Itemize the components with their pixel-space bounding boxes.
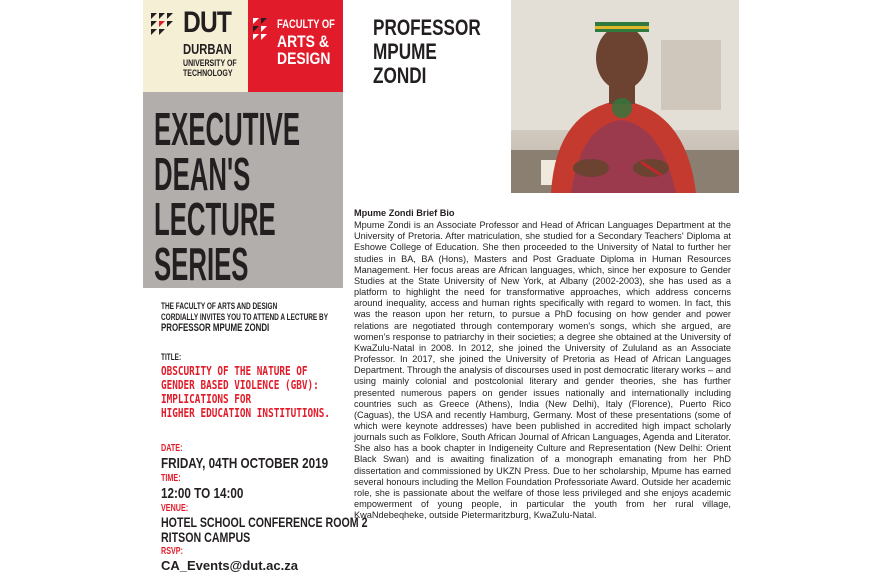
lecture-title-line: HIGHER EDUCATION INSTITUTIONS.	[161, 406, 331, 420]
venue-line: RITSON CAMPUS	[161, 529, 251, 545]
title-label: TITLE:	[161, 352, 182, 362]
series-title-line: SERIES	[154, 238, 249, 290]
dut-triangle-mark-icon	[151, 13, 179, 39]
rsvp-label: RSVP:	[161, 546, 184, 557]
series-title-block	[143, 92, 343, 288]
speaker-name-line: PROFESSOR	[373, 15, 481, 40]
rsvp-email-link[interactable]: CA_Events@dut.ac.za	[161, 558, 298, 573]
speaker-portrait	[511, 0, 739, 193]
time-value: 12:00 TO 14:00	[161, 485, 244, 502]
venue-line: HOTEL SCHOOL CONFERENCE ROOM 2	[161, 514, 368, 530]
lecture-title-line: GENDER BASED VIOLENCE (GBV):	[161, 378, 319, 392]
date-value: FRIDAY, 04TH OCTOBER 2019	[161, 455, 329, 472]
speaker-name-line: ZONDI	[373, 63, 427, 88]
dut-university-of-technology: UNIVERSITY OF TECHNOLOGY	[183, 58, 237, 78]
invitation-line: THE FACULTY OF ARTS AND DESIGN	[161, 301, 278, 311]
design-label: DESIGN	[277, 49, 331, 68]
dut-durban: DURBAN	[183, 41, 232, 58]
speaker-name-line: MPUME	[373, 39, 437, 64]
dut-logo	[143, 0, 248, 92]
speaker-bio	[354, 208, 731, 521]
series-title-line: LECTURE	[154, 193, 276, 245]
bio-heading: Mpume Zondi Brief Bio	[354, 208, 455, 218]
dut-wordmark: DUT	[183, 6, 232, 39]
lecture-title-line: IMPLICATIONS FOR	[161, 392, 252, 406]
series-title-line: EXECUTIVE	[154, 103, 301, 155]
arts-label: ARTS &	[277, 32, 329, 51]
speaker-name	[373, 16, 529, 88]
venue-label: VENUE:	[161, 503, 189, 514]
date-label: DATE:	[161, 443, 183, 454]
portrait-illustration	[511, 0, 739, 193]
time-label: TIME:	[161, 473, 181, 484]
lecture-title-line: OBSCURITY OF THE NATURE OF	[161, 364, 308, 378]
faculty-logo	[248, 0, 343, 92]
series-title-line: DEAN'S	[154, 148, 251, 200]
lecture-poster	[143, 0, 739, 580]
bio-text: Mpume Zondi is an Associate Professor and Head of African Languages Department at the University of Pretoria. After matriculation, she studied for a Secondary Teachers' Diploma at Eshowe College of Education. She then proceeded to the University of Natal to further her studies in BA, BA (Hons), Masters and Post Graduate Diploma in Human Resources Management. Her focus areas are African languages, which, since her exposure to Gender Studies at the State University of New York, at Albany (2002-2003), she has used as a platform to highlight the need for transformative approaches, which address concerns around inequality, access and human rights specifically with regard to women. In fact, this was the reason upon her return, to pursue a PhD focusing on how gender and power relations are negotiated through contemporary women's songs, which she argued, are women's response to patriarchy in their societies; a degree she obtained at the University of KwaZulu-Natal in 2008. In 2012, she joined the University of Zululand as an Associate Professor. In 2017, she joined the University of Pretoria as Head of African Languages Department. Through the analysis of discourses used in post democratic literary works – and using mainly colonial and postcolonial literary and gender theories, she has further presented numerous papers on gender issues nationally and internationally including countries such as Greece (Athens), India (New Delhi), Italy (Florence), Puerto Rico (Caguas), the USA and recently Hamburg, Germany. Most of these presentations (some of which were keynote addresses) have been published in accredited high impact scholarly journals such as Folklore, South African Journal of African Languages, Agenda and Literator. She also has a book chapter in Indigeneity Culture and Representation (New Delhi: Orient Black Swan) and is awaiting finalization of a monograph emanating from her PhD dissertation and commissioned by UKZN Press. Due to her scholarship, Mpume has earned several honours including the Mellon Foundation Professoriate Award. Outside her academic role, she is passionate about the welfare of those less privileged and she enjoys academic empowerment of young people, in particular the youth from her rural village, KwaNdebeqheke, outside Pietermaritzburg, KwaZulu-Natal.	[354, 220, 731, 521]
invitation-line: CORDIALLY INVITES YOU TO ATTEND A LECTURE BY	[161, 312, 329, 322]
faculty-of-label: FACULTY OF	[277, 17, 335, 31]
invitation-speaker-name: PROFESSOR MPUME ZONDI	[161, 322, 270, 334]
faculty-triangle-mark-icon	[253, 18, 273, 44]
